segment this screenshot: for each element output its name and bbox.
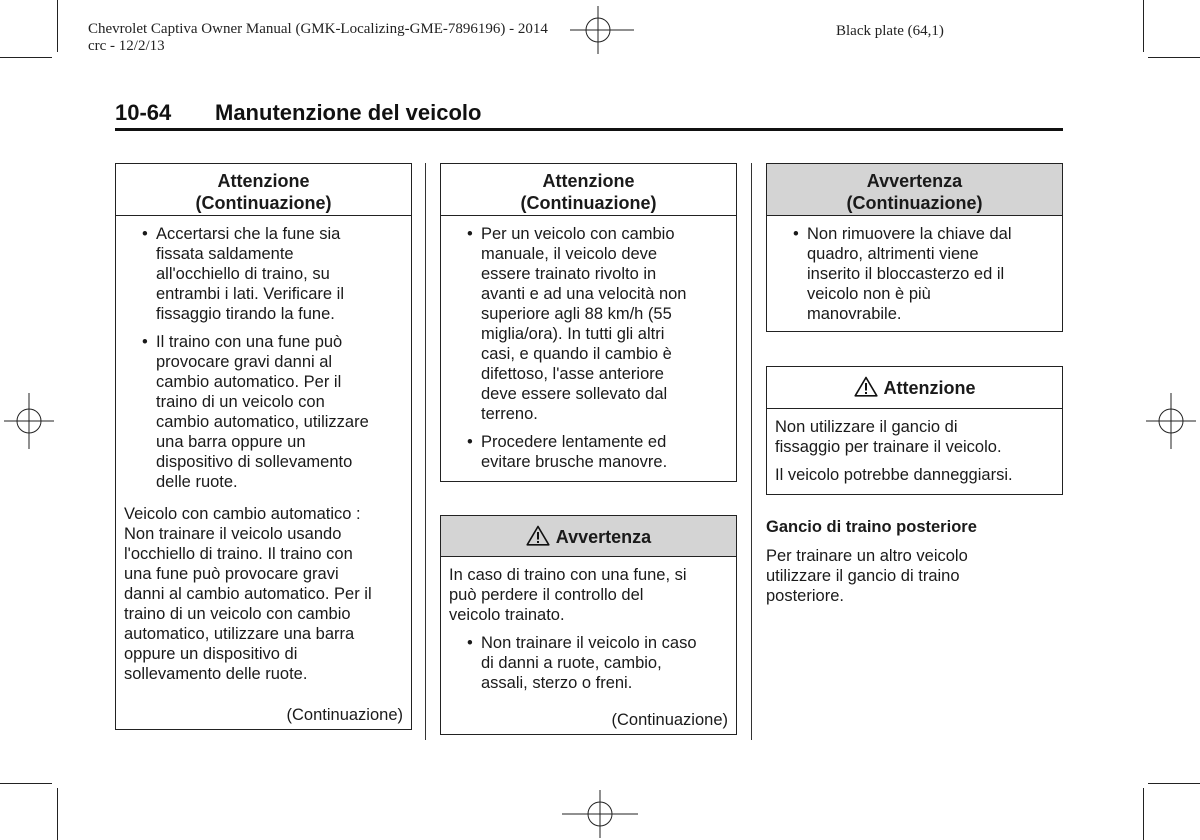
text-line: manuale, il veicolo deve (481, 245, 658, 263)
running-head (115, 100, 481, 126)
column-divider (425, 163, 426, 740)
registration-crosshair-icon (570, 6, 634, 54)
box-header (441, 164, 736, 216)
text-line: superiore agli 88 km/h (55 (481, 305, 672, 323)
bullet-item (449, 224, 728, 424)
page-number: 10-64 (115, 100, 172, 125)
text-line: cambio automatico. Per il (156, 373, 342, 391)
text-line: oppure un dispositivo di (124, 645, 298, 663)
box-paragraph (124, 504, 403, 684)
warning-box (440, 515, 737, 735)
text-line: Per trainare un altro veicolo (766, 547, 968, 565)
text-line: di danni a ruote, cambio, (481, 654, 662, 672)
box-body (767, 409, 1062, 485)
print-header-line1: Chevrolet Captiva Owner Manual (GMK-Localizing-GME-7896196) - 2014 (88, 21, 548, 37)
text-line: automatico, utilizzare una barra (124, 625, 355, 643)
text-line: avanti e ad una velocità non (481, 285, 687, 303)
bullet-icon: • (467, 634, 473, 652)
section-subheading: Gancio di traino posteriore (766, 518, 977, 536)
box-title: Attenzione (542, 171, 635, 191)
text-line: miglia/ora). In tutti gli altri (481, 325, 665, 343)
box-body (767, 216, 1062, 324)
registration-crosshair-icon (562, 790, 638, 838)
text-line: assali, sterzo o freni. (481, 674, 633, 692)
text-line: dispositivo di sollevamento (156, 453, 353, 471)
bullet-item (449, 432, 728, 472)
text-line: delle ruote. (156, 473, 238, 491)
box-header (116, 164, 411, 216)
text-line: entrambi i lati. Verificare il (156, 285, 344, 303)
text-line: essere trainato rivolto in (481, 265, 657, 283)
text-line: In caso di traino con una fune, si (449, 566, 687, 584)
text-line: sollevamento delle ruote. (124, 665, 308, 683)
bullet-icon: • (467, 433, 473, 451)
text-line: Non trainare il veicolo usando (124, 525, 342, 543)
bullet-item (775, 224, 1054, 324)
header-rule (115, 128, 1063, 131)
box-body (441, 557, 736, 693)
box-paragraph (775, 417, 1054, 457)
column-divider (751, 163, 752, 740)
crop-mark (1148, 57, 1200, 58)
text-line: terreno. (481, 405, 538, 423)
text-line: veicolo non è più (807, 285, 931, 303)
crop-mark (57, 788, 58, 840)
text-line: provocare gravi danni al (156, 353, 333, 371)
text-line: traino di un veicolo con cambio (124, 605, 351, 623)
text-line: quadro, altrimenti viene (807, 245, 979, 263)
text-line: Il veicolo potrebbe danneggiarsi. (775, 466, 1013, 484)
print-header-meta (88, 21, 548, 55)
text-line: Non utilizzare il gancio di (775, 418, 958, 436)
continued-label: (Continuazione) (286, 706, 403, 724)
bullet-icon: • (793, 225, 799, 243)
text-line: Il traino con una fune può (156, 333, 343, 351)
box-header (767, 164, 1062, 216)
box-body (441, 216, 736, 472)
continued-label: (Continuazione) (611, 711, 728, 729)
text-line: può perdere il controllo del (449, 586, 644, 604)
box-header (441, 516, 736, 557)
crop-mark (1143, 0, 1144, 52)
box-title: Attenzione (217, 171, 310, 191)
box-body (116, 216, 411, 684)
text-line: inserito il bloccasterzo ed il (807, 265, 1005, 283)
plate-label: Black plate (64,1) (836, 23, 944, 39)
text-line: Non rimuovere la chiave dal (807, 225, 1012, 243)
bullet-icon: • (142, 333, 148, 351)
crop-mark (0, 783, 52, 784)
text-line: all'occhiello di traino, su (156, 265, 330, 283)
box-paragraph (775, 465, 1054, 485)
text-line: l'occhiello di traino. Il traino con (124, 545, 353, 563)
text-line: evitare brusche manovre. (481, 453, 668, 471)
bullet-item (124, 332, 403, 492)
box-header (767, 367, 1062, 409)
text-line: fissata saldamente (156, 245, 294, 263)
text-line: Veicolo con cambio automatico : (124, 505, 361, 523)
text-line: una barra oppure un (156, 433, 306, 451)
text-line: casi, e quando il cambio è (481, 345, 672, 363)
warning-triangle-icon (854, 376, 878, 397)
text-line: Non trainare il veicolo in caso (481, 634, 697, 652)
text-line: danni al cambio automatico. Per il (124, 585, 372, 603)
text-line: fissaggio per trainare il veicolo. (775, 438, 1002, 456)
caution-box-continued (440, 163, 737, 482)
text-line: manovrabile. (807, 305, 902, 323)
bullet-item (124, 224, 403, 324)
text-line: deve essere sollevato dal (481, 385, 668, 403)
box-title: Avvertenza (866, 171, 963, 191)
box-subtitle: (Continuazione) (520, 193, 657, 213)
registration-crosshair-icon (4, 393, 54, 449)
text-line: Accertarsi che la fune sia (156, 225, 341, 243)
text-line: cambio automatico, utilizzare (156, 413, 369, 431)
section-title: Manutenzione del veicolo (215, 100, 482, 125)
warning-triangle-icon (526, 525, 550, 546)
caution-box (766, 366, 1063, 495)
registration-crosshair-icon (1146, 393, 1196, 449)
text-line: posteriore. (766, 587, 844, 605)
text-line: utilizzare il gancio di traino (766, 567, 960, 585)
box-title: Avvertenza (555, 527, 652, 547)
text-line: veicolo trainato. (449, 606, 565, 624)
box-paragraph (449, 565, 728, 625)
print-header-line2: crc - 12/2/13 (88, 38, 165, 54)
bullet-icon: • (142, 225, 148, 243)
crop-mark (1148, 783, 1200, 784)
caution-box-continued (115, 163, 412, 730)
text-line: una fune può provocare gravi (124, 565, 339, 583)
text-line: Procedere lentamente ed (481, 433, 667, 451)
bullet-icon: • (467, 225, 473, 243)
warning-box-continued (766, 163, 1063, 332)
crop-mark (57, 0, 58, 52)
text-line: fissaggio tirando la fune. (156, 305, 335, 323)
text-line: traino di un veicolo con (156, 393, 325, 411)
crop-mark (0, 57, 52, 58)
body-paragraph (766, 546, 968, 606)
box-subtitle: (Continuazione) (846, 193, 983, 213)
crop-mark (1143, 788, 1144, 840)
box-title: Attenzione (883, 378, 976, 398)
text-line: Per un veicolo con cambio (481, 225, 675, 243)
text-line: difettoso, l'asse anteriore (481, 365, 664, 383)
bullet-item (449, 633, 728, 693)
box-subtitle: (Continuazione) (195, 193, 332, 213)
